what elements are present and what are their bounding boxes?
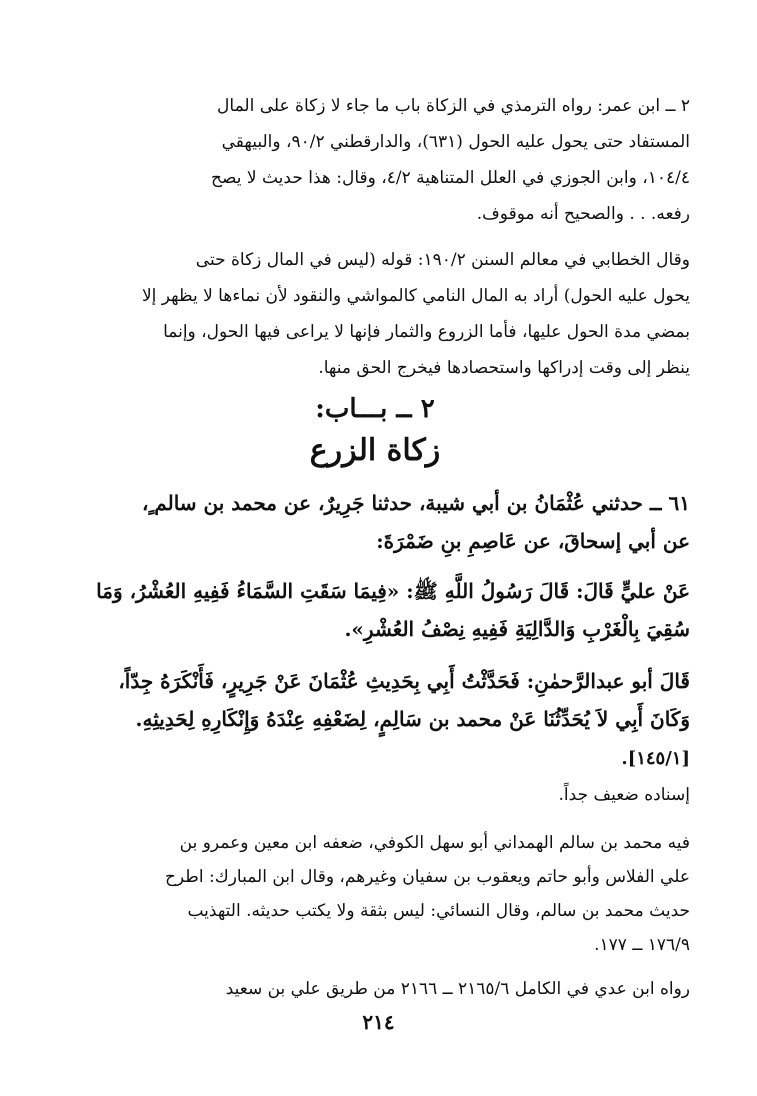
chapter-title: زكاة الزرع	[309, 433, 441, 468]
commentary-line: ١٠٤/٤، وابن الجوزي في العلل المتناهية ٤/٢، وقال: هذا حديث لا يصح	[211, 168, 690, 188]
note-line: فيه محمد بن سالم الهمداني أبو سهل الكوفي، ضعفه ابن معين وعمرو بن	[179, 833, 690, 853]
hadith-line: عن أبي إسحاقَ، عن عَاصِمِ بنِ ضَمْرَةَ:	[376, 529, 690, 553]
hadith-line: قَالَ أبو عبدالرَّحمٰنِ: فَحَدَّثْتُ أَبِي بِحَدِيثِ عُثْمَانَ عَنْ جَرِيرٍ، فَأَنْكَرَهُ جِدّاً،	[118, 669, 690, 693]
commentary-paragraph-khattabi	[60, 242, 690, 386]
hadith-line: عَنْ عليٍّ قَالَ: قَالَ رَسُولُ اللَّهِ ﷺ: «فِيمَا سَقَتِ السَّمَاءُ فَفِيهِ العُشْرُ، وَمَا	[96, 579, 690, 603]
hadith-isnad	[60, 484, 690, 560]
hadith-block	[60, 484, 690, 778]
commentary-line: بمضي مدة الحول عليها، فأما الزروع والثمار فإنها لا يراعى فيها الحول، وإنما	[163, 322, 690, 342]
note-line: ١٧٦/٩ ــ ١٧٧.	[594, 935, 690, 955]
commentary-section	[60, 88, 690, 386]
takhrij-note: رواه ابن عدي في الكامل ٢١٦٥/٦ ــ ٢١٦٦ من طريق علي بن سعيد	[225, 979, 690, 999]
hadith-reference: [١٤٥/١].	[621, 748, 690, 769]
commentary-line: ينظر إلى وقت إدراكها واستحصادها فيخرج الحق منها.	[318, 358, 690, 378]
hadith-matn	[60, 572, 690, 648]
isnad-grade: إسناده ضعيف جداً.	[558, 785, 690, 805]
commentary-line: ٢ ــ ابن عمر: رواه الترمذي في الزكاة باب ما جاء لا زكاة على المال	[217, 96, 690, 116]
commentary-paragraph-ibn-umar	[60, 88, 690, 232]
commentary-line: يحول عليه الحول) أراد به المال النامي كالمواشي والنقود لأن نماءها لا يظهر إلا	[141, 286, 690, 306]
commentary-line: وقال الخطابي في معالم السنن ١٩٠/٢: قوله (ليس في المال زكاة حتى	[195, 250, 690, 270]
commentary-line: المستفاد حتى يحول عليه الحول (٦٣١)، والدارقطني ٩٠/٢، والبيهقي	[221, 132, 690, 152]
note-line: حديث محمد بن سالم، وقال النسائي: ليس بثقة ولا يكتب حديثه. التهذيب	[187, 901, 690, 921]
chapter-number: ٢ ــ بـــاب:	[315, 394, 435, 424]
narrator-criticism	[60, 826, 690, 962]
chapter-heading	[60, 390, 690, 474]
page-number: ٢١٤	[362, 1010, 395, 1034]
note-line: علي الفلاس وأبو حاتم ويعقوب بن سفيان وغيرهم، وقال ابن المبارك: اطرح	[164, 867, 690, 887]
footnotes-section	[60, 778, 690, 1006]
hadith-author-comment	[60, 662, 690, 778]
hadith-line: ٦١ ــ حدثني عُثْمَانُ بن أبي شيبة، حدثنا جَرِيرٌ، عن محمد بن سالم ٍ،	[141, 491, 690, 515]
page-body	[60, 88, 690, 1006]
hadith-line: وَكَانَ أَبِي لاَ يُحَدِّثُنَا عَنْ محمد بن سَالِمٍ، لِضَعْفِهِ عِنْدَهُ وَإِنْكَارِهِ لِحَدِيثِهِ.	[135, 707, 690, 731]
commentary-line: رفعه. . . والصحيح أنه موقوف.	[476, 204, 690, 224]
hadith-line: سُقِيَ بِالْغَرْبِ وَالدَّالِيَةِ فَفِيهِ نِصْفُ العُشْرِ».	[344, 617, 690, 641]
